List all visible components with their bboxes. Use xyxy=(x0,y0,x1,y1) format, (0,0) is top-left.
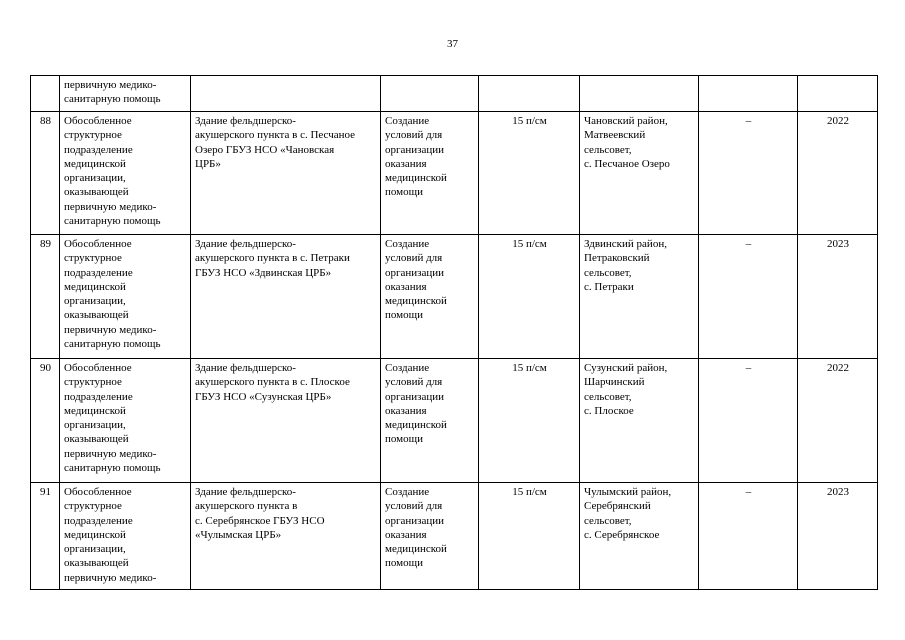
building-cell: Здание фельдшерско- акушерского пункта в с. Песчаное Озеро ГБУЗ НСО «Чановская ЦРБ» xyxy=(191,112,381,235)
org-type-cell: Обособленное структурное подразделение медицинской организации, оказывающей первичную медико- санитарную помощь xyxy=(60,359,191,483)
purpose-cell xyxy=(381,76,479,112)
table-row xyxy=(31,235,878,359)
building-cell: Здание фельдшерско- акушерского пункта в с. Петраки ГБУЗ НСО «Здвинская ЦРБ» xyxy=(191,235,381,359)
org-type-cell: первичную медико- санитарную помощь xyxy=(60,76,191,112)
org-type-cell: Обособленное структурное подразделение медицинской организации, оказывающей первичную медико- xyxy=(60,483,191,590)
capacity-cell xyxy=(479,76,580,112)
row-number-cell: 90 xyxy=(31,359,60,483)
location-cell xyxy=(580,76,699,112)
dash-cell: – xyxy=(699,112,798,235)
page-number: 37 xyxy=(447,38,458,50)
dash-cell: – xyxy=(699,359,798,483)
year-cell: 2022 xyxy=(798,359,878,483)
location-cell: Сузунский район, Шарчинский сельсовет, с. Плоское xyxy=(580,359,699,483)
year-cell xyxy=(798,76,878,112)
year-cell: 2023 xyxy=(798,235,878,359)
purpose-cell: Создание условий для организации оказания медицинской помощи xyxy=(381,235,479,359)
building-cell xyxy=(191,76,381,112)
capacity-cell: 15 п/см xyxy=(479,359,580,483)
row-number-cell xyxy=(31,76,60,112)
location-cell: Чановский район, Матвеевский сельсовет, с. Песчаное Озеро xyxy=(580,112,699,235)
year-cell: 2023 xyxy=(798,483,878,590)
dash-cell: – xyxy=(699,235,798,359)
capacity-cell: 15 п/см xyxy=(479,112,580,235)
building-cell: Здание фельдшерско- акушерского пункта в с. Серебрянское ГБУЗ НСО «Чулымская ЦРБ» xyxy=(191,483,381,590)
org-type-cell: Обособленное структурное подразделение медицинской организации, оказывающей первичную медико- санитарную помощь xyxy=(60,112,191,235)
facilities-table xyxy=(30,75,878,590)
purpose-cell: Создание условий для организации оказания медицинской помощи xyxy=(381,359,479,483)
row-number-cell: 88 xyxy=(31,112,60,235)
dash-cell xyxy=(699,76,798,112)
table-row xyxy=(31,359,878,483)
capacity-cell: 15 п/см xyxy=(479,483,580,590)
building-cell: Здание фельдшерско- акушерского пункта в с. Плоское ГБУЗ НСО «Сузунская ЦРБ» xyxy=(191,359,381,483)
row-number-cell: 89 xyxy=(31,235,60,359)
table-row-continuation xyxy=(31,76,878,112)
location-cell: Здвинский район, Петраковский сельсовет, с. Петраки xyxy=(580,235,699,359)
year-cell: 2022 xyxy=(798,112,878,235)
location-cell: Чулымский район, Серебрянский сельсовет, с. Серебрянское xyxy=(580,483,699,590)
dash-cell: – xyxy=(699,483,798,590)
purpose-cell: Создание условий для организации оказания медицинской помощи xyxy=(381,483,479,590)
row-number-cell: 91 xyxy=(31,483,60,590)
purpose-cell: Создание условий для организации оказания медицинской помощи xyxy=(381,112,479,235)
table-row xyxy=(31,112,878,235)
table-row xyxy=(31,483,878,590)
org-type-cell: Обособленное структурное подразделение медицинской организации, оказывающей первичную медико- санитарную помощь xyxy=(60,235,191,359)
capacity-cell: 15 п/см xyxy=(479,235,580,359)
